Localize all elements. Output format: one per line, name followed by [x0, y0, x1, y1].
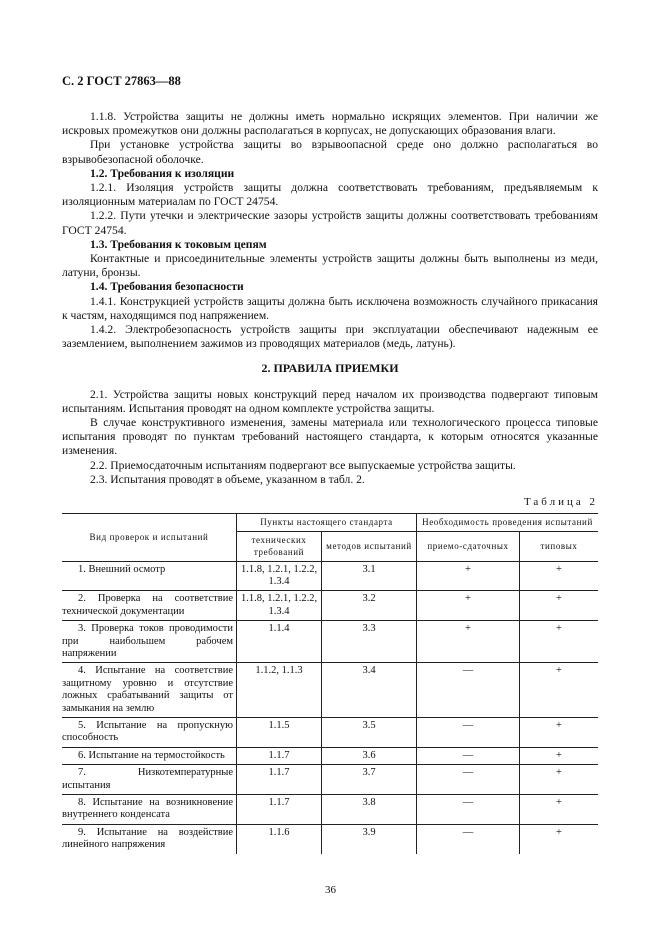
cell-test-name: 8. Испытание на возникновение внутреннего конденсата: [62, 795, 237, 825]
cell-acceptance: +: [417, 621, 520, 663]
table-body: [62, 561, 598, 854]
table-row: [62, 765, 598, 795]
subsection-heading: 1.4. Требования безопасности: [90, 280, 244, 294]
cell-test-name: 2. Проверка на соответствие технической документации: [62, 591, 237, 621]
cell-test-name: 4. Испытание на соответствие защитному уровню и отсутствие ложных срабатываний защиты от замыкания на землю: [62, 663, 237, 718]
cell-tech-req: 1.1.8, 1.2.1, 1.2.2, 1.3.4: [237, 591, 322, 621]
cell-type-test: +: [520, 747, 599, 764]
cell-type-test: +: [520, 663, 599, 718]
cell-acceptance: —: [417, 824, 520, 853]
paragraph: 1.1.8. Устройства защиты не должны иметь нормально искрящих элементов. При наличии же искровых промежутков они должны располагаться в корпусах, не допускающих образования влаги.: [62, 110, 598, 138]
table-row: [62, 795, 598, 825]
cell-tech-req: 1.1.5: [237, 717, 322, 747]
table-caption: Таблица 2: [523, 496, 598, 509]
cell-method: 3.2: [322, 591, 417, 621]
document-body: [62, 110, 598, 854]
cell-method: 3.5: [322, 717, 417, 747]
col-header-acceptance: приемо-сдаточных: [417, 531, 520, 561]
paragraph: При установке устройства защиты во взрывоопасной среде оно должно располагаться во взрывобезопасной оболочке.: [62, 138, 598, 166]
table-row: [62, 663, 598, 718]
cell-tech-req: 1.1.7: [237, 795, 322, 825]
table-row: [62, 824, 598, 853]
cell-type-test: +: [520, 561, 599, 591]
paragraph: 1.2.2. Пути утечки и электрические зазоры устройств защиты должны соответствовать требованиям ГОСТ 24754.: [62, 209, 598, 237]
col-header-type-tests: типовых: [520, 531, 599, 561]
col-header-test-type: Вид проверок и испытаний: [62, 514, 237, 561]
cell-method: 3.3: [322, 621, 417, 663]
cell-method: 3.4: [322, 663, 417, 718]
cell-type-test: +: [520, 621, 599, 663]
cell-tech-req: 1.1.7: [237, 747, 322, 764]
cell-acceptance: —: [417, 717, 520, 747]
paragraph: 1.4.1. Конструкцией устройств защиты должна быть исключена возможность случайного прикасания к частям, находящимся под напряжением.: [62, 294, 598, 322]
col-header-necessity: Необходимость проведения испытаний: [417, 514, 599, 531]
paragraph: 2.1. Устройства защиты новых конструкций перед началом их производства подвергают типовым испытаниям. Испытания проводят на одном комплекте устройства защиты.: [62, 387, 598, 415]
cell-type-test: +: [520, 765, 599, 795]
cell-tech-req: 1.1.7: [237, 765, 322, 795]
cell-type-test: +: [520, 824, 599, 853]
table-row: [62, 747, 598, 764]
cell-test-name: 3. Проверка токов проводимости при наибольшем рабочем напряжении: [62, 621, 237, 663]
paragraph: В случае конструктивного изменения, замены материала или технологического процесса типовые испытания проводят по пунктам требований настоящего стандарта, к которым относятся указанные изменения.: [62, 416, 598, 458]
cell-acceptance: —: [417, 747, 520, 764]
section2-title: 2. ПРАВИЛА ПРИЕМКИ: [261, 361, 399, 376]
page-number: 36: [325, 884, 336, 896]
cell-tech-req: 1.1.2, 1.1.3: [237, 663, 322, 718]
cell-method: 3.7: [322, 765, 417, 795]
cell-tech-req: 1.1.6: [237, 824, 322, 853]
section2-paragraphs: [62, 388, 598, 487]
section1-paragraphs: [62, 110, 598, 351]
paragraph: 2.3. Испытания проводят в объеме, указанном в табл. 2.: [90, 472, 365, 486]
cell-tech-req: 1.1.4: [237, 621, 322, 663]
cell-acceptance: +: [417, 561, 520, 591]
cell-method: 3.1: [322, 561, 417, 591]
cell-acceptance: +: [417, 591, 520, 621]
cell-method: 3.6: [322, 747, 417, 764]
paragraph: 1.2.1. Изоляция устройств защиты должна соответствовать требованиям, предъявляемым к изоляционным материалам по ГОСТ 24754.: [62, 181, 598, 209]
paragraph: 2.2. Приемосдаточным испытаниям подвергают все выпускаемые устройства защиты.: [90, 458, 516, 472]
paragraph: Контактные и присоединительные элементы устройств защиты должны быть выполнены из меди, латуни, бронзы.: [62, 252, 598, 280]
tests-table: [62, 513, 598, 853]
table-row: [62, 621, 598, 663]
cell-test-name: 9. Испытание на воздействие линейного напряжения: [62, 826, 233, 851]
cell-type-test: +: [520, 591, 599, 621]
cell-type-test: +: [520, 717, 599, 747]
subsection-heading: 1.2. Требования к изоляции: [90, 166, 235, 180]
cell-acceptance: —: [417, 663, 520, 718]
cell-test-name: 5. Испытание на пропускную способность: [62, 717, 237, 747]
cell-method: 3.8: [322, 795, 417, 825]
table-row: [62, 717, 598, 747]
cell-type-test: +: [520, 795, 599, 825]
table-row: [62, 561, 598, 591]
cell-test-name: 1. Внешний осмотр: [62, 561, 237, 591]
col-header-methods: методов испытаний: [322, 531, 417, 561]
cell-test-name: 7. Низкотемпературные испытания: [62, 765, 237, 795]
subsection-heading: 1.3. Требования к токовым цепям: [90, 237, 267, 251]
col-header-standard-items: Пункты настоящего стандарта: [237, 514, 417, 531]
cell-tech-req: 1.1.8, 1.2.1, 1.2.2, 1.3.4: [237, 561, 322, 591]
cell-acceptance: —: [417, 795, 520, 825]
cell-test-name: 6. Испытание на термостойкость: [62, 747, 237, 764]
cell-method: 3.9: [322, 824, 417, 853]
col-header-tech-req: технических требований: [237, 531, 322, 561]
page-header: С. 2 ГОСТ 27863—88: [62, 74, 181, 88]
cell-acceptance: —: [417, 765, 520, 795]
table-row: [62, 591, 598, 621]
paragraph: 1.4.2. Электробезопасность устройств защиты при эксплуатации обеспечивают надежным ее заземлением, выполнением зажимов из проводящих материалов (медь, латунь).: [62, 323, 598, 351]
